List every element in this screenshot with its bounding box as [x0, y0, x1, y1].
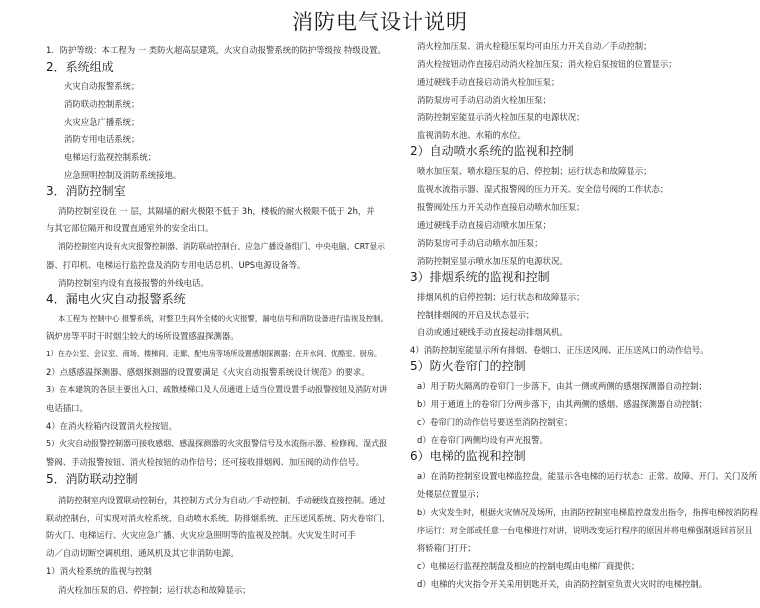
- list-item: 3）在本建筑的各层主要出入口、疏散楼梯口及人员通道上适当位置设置手动报警按钮及消防对讲: [46, 385, 388, 394]
- subsection-heading: 2）自动喷水系统的监视和控制: [410, 144, 574, 158]
- list-item: c）电梯运行监视控制盘及相应的控制电缆由电梯厂商提供；: [417, 561, 640, 571]
- text-line: 消火栓加压泵的启、停控制；运行状态和故障显示；: [58, 585, 251, 595]
- text-line: 火灾自动报警系统；: [64, 81, 140, 91]
- text-line: 本工程为 控制中心 报警系统，对整卫生间外全楼的火灾报警，漏电信号和消防设备进行监视及控制。: [58, 314, 388, 323]
- text-line: 监视消防水池、水箱的水位。: [417, 130, 526, 140]
- list-item: a）用于防火隔离的卷帘门一步落下，由其一侧或两侧的感烟探测器自动控制；: [417, 381, 707, 391]
- text-line: 排烟风机的启停控制；运行状态和故障显示；: [417, 292, 585, 302]
- section-heading: 1．防护等级：本工程为 一 类防火超高层建筑，火灾自动报警系统的防护等级按 特级设置。: [46, 45, 386, 55]
- text-line: 消防控制室内设有火灾报警控制器、消防联动控制台、应急广播设备组门、中央电脑、CRT显示: [58, 242, 385, 251]
- text-line: 动／自动切断空调机组、通风机及其它非消防电源。: [46, 548, 239, 558]
- list-item: 1）在办公室、会议室、商场、楼梯间、走廊、配电房等场所设置感烟探测器；在开水间、优酪室、厨房。: [46, 349, 382, 358]
- text-line: 序运行：对全部或任意一台电梯进行对讲，说明改变运行程序的原因并将电梯强制返回首层且: [417, 525, 753, 535]
- text-line: 器、打印机、电梯运行监控盘及消防专用电话总机、UPS电源设备等。: [46, 260, 306, 270]
- text-line: 应急照明控制及消防系统接地。: [64, 170, 182, 180]
- text-line: 锅炉房等平时干时烟尘较大的场所设置感温探测器。: [46, 331, 239, 341]
- text-line: 通过硬线手动直接启动喷水加压泵；: [417, 220, 551, 230]
- text-line: 消防控制室设在 一 层，其隔墙的耐火极限不低于 3h，楼板的耐火极限不低于 2h，并: [58, 206, 375, 216]
- text-line: 消防控制室能显示消火栓加压泵的电源状况；: [417, 112, 585, 122]
- subsection-heading: 3）排烟系统的监视和控制: [410, 270, 550, 284]
- text-line: 消防控制室内设置联动控制台，其控制方式分为自动／手动控制、手动硬线直接控制。通过: [58, 495, 386, 505]
- text-line: 自动或通过硬线手动直接起动排烟风机。: [417, 327, 568, 337]
- section-heading: 3．消防控制室: [46, 184, 126, 198]
- text-line: 防火门、电梯运行、火灾应急广播、火灾应急照明等的监视及控制。火灾发生时可手: [46, 530, 356, 540]
- subsection-heading: 5）防火卷帘门的控制: [410, 359, 526, 373]
- subsection-heading: 1）消火栓系统的监视与控制: [46, 566, 152, 576]
- text-line: 消防专用电话系统；: [64, 134, 140, 144]
- text-line: 消防控制室内设有直接报警的外线电话。: [58, 278, 209, 288]
- list-item: a）在消防控制室设置电梯监控盘，能显示各电梯的运行状态：正常、故障、开门、关门及所: [417, 471, 758, 481]
- text-line: 喷水加压泵、喷水稳压泵的启、停控制；运行状态和故障显示；: [417, 166, 652, 176]
- section-heading: 5．消防联动控制: [46, 472, 138, 486]
- text-line: 消火栓加压泵、消火栓稳压泵均可由压力开关自动／手动控制；: [417, 41, 652, 51]
- text-line: 监视水流指示器、湿式报警阀的压力开关、安全信号阀的工作状态；: [417, 184, 669, 194]
- text-line: 消防泵房可手动启动消火栓加压泵；: [417, 95, 551, 105]
- list-item: d）在卷帘门两侧均设有声光报警。: [417, 435, 548, 445]
- section-heading: 2．系统组成: [46, 60, 114, 74]
- list-item: 5）火灾自动报警控制器可接收感烟、感温探测器的火灾报警信号及水流指示器、检修阀、湿式报: [46, 439, 388, 448]
- text-line: 处楼层位置显示；: [417, 489, 484, 499]
- text-line: 联动控制台，可实现对消火栓系统、自动喷水系统、防排烟系统、正压送风系统、防火卷帘门、: [46, 513, 390, 523]
- text-line: 火灾应急广播系统；: [64, 117, 140, 127]
- text-line: 电梯运行监视控制系统；: [64, 152, 157, 162]
- text-line: 消火栓按钮动作直接启动消火栓加压泵；消火栓启泵按钮的位置显示；: [417, 59, 677, 69]
- text-line: 消防泵房可手动启动喷水加压泵；: [417, 238, 543, 248]
- text-line: 通过硬线手动直接启动消火栓加压泵；: [417, 77, 560, 87]
- list-item: 4）在消火栓箱内设置消火栓按钮。: [46, 421, 177, 431]
- list-item: d）电梯的火灾指令开关采用钥匙开关，由消防控制室负责火灾时的电梯控制。: [417, 579, 708, 589]
- text-line: 报警阀处压力开关动作直接启动喷水加压泵；: [417, 202, 585, 212]
- text-line: 与其它部位隔开和设置直通室外的安全出口。: [46, 223, 214, 233]
- text-line: 控制排烟阀的开启及状态显示；: [417, 310, 535, 320]
- list-item: b）用于通道上的卷帘门分两步落下，由其两侧的感烟、感温探测器自动控制；: [417, 399, 708, 409]
- list-item: c）卷帘门的动作信号要送至消防控制室；: [417, 417, 573, 427]
- document-title: 消防电气设计说明: [292, 10, 468, 34]
- text-line: 将轿箱门打开；: [417, 543, 476, 553]
- text-line: 电话插口。: [46, 403, 88, 413]
- subsection-heading: 6）电梯的监视和控制: [410, 449, 526, 463]
- subsection-heading: 4）消防控制室能显示所有排烟、卷烟口、正压送风阀、正压送风口的动作信号。: [410, 345, 709, 355]
- text-line: 警阀、手动报警按钮、消火栓按钮的动作信号；还可接收排烟阀、加压阀的动作信号。: [46, 457, 365, 467]
- text-line: 消防控制室显示喷水加压泵的电源状况。: [417, 256, 568, 266]
- section-heading: 4．漏电火灾自动报警系统: [46, 292, 186, 306]
- list-item: 2）点感感温探测器、感烟探测器的设置要满足《火灾自动报警系统设计规范》的要求。: [46, 367, 370, 377]
- text-line: 消防联动控制系统；: [64, 99, 140, 109]
- list-item: b）火灾发生时，根据火灾情况及场所，由消防控制室电梯监控盘发出指令，指挥电梯按消防程: [417, 507, 758, 517]
